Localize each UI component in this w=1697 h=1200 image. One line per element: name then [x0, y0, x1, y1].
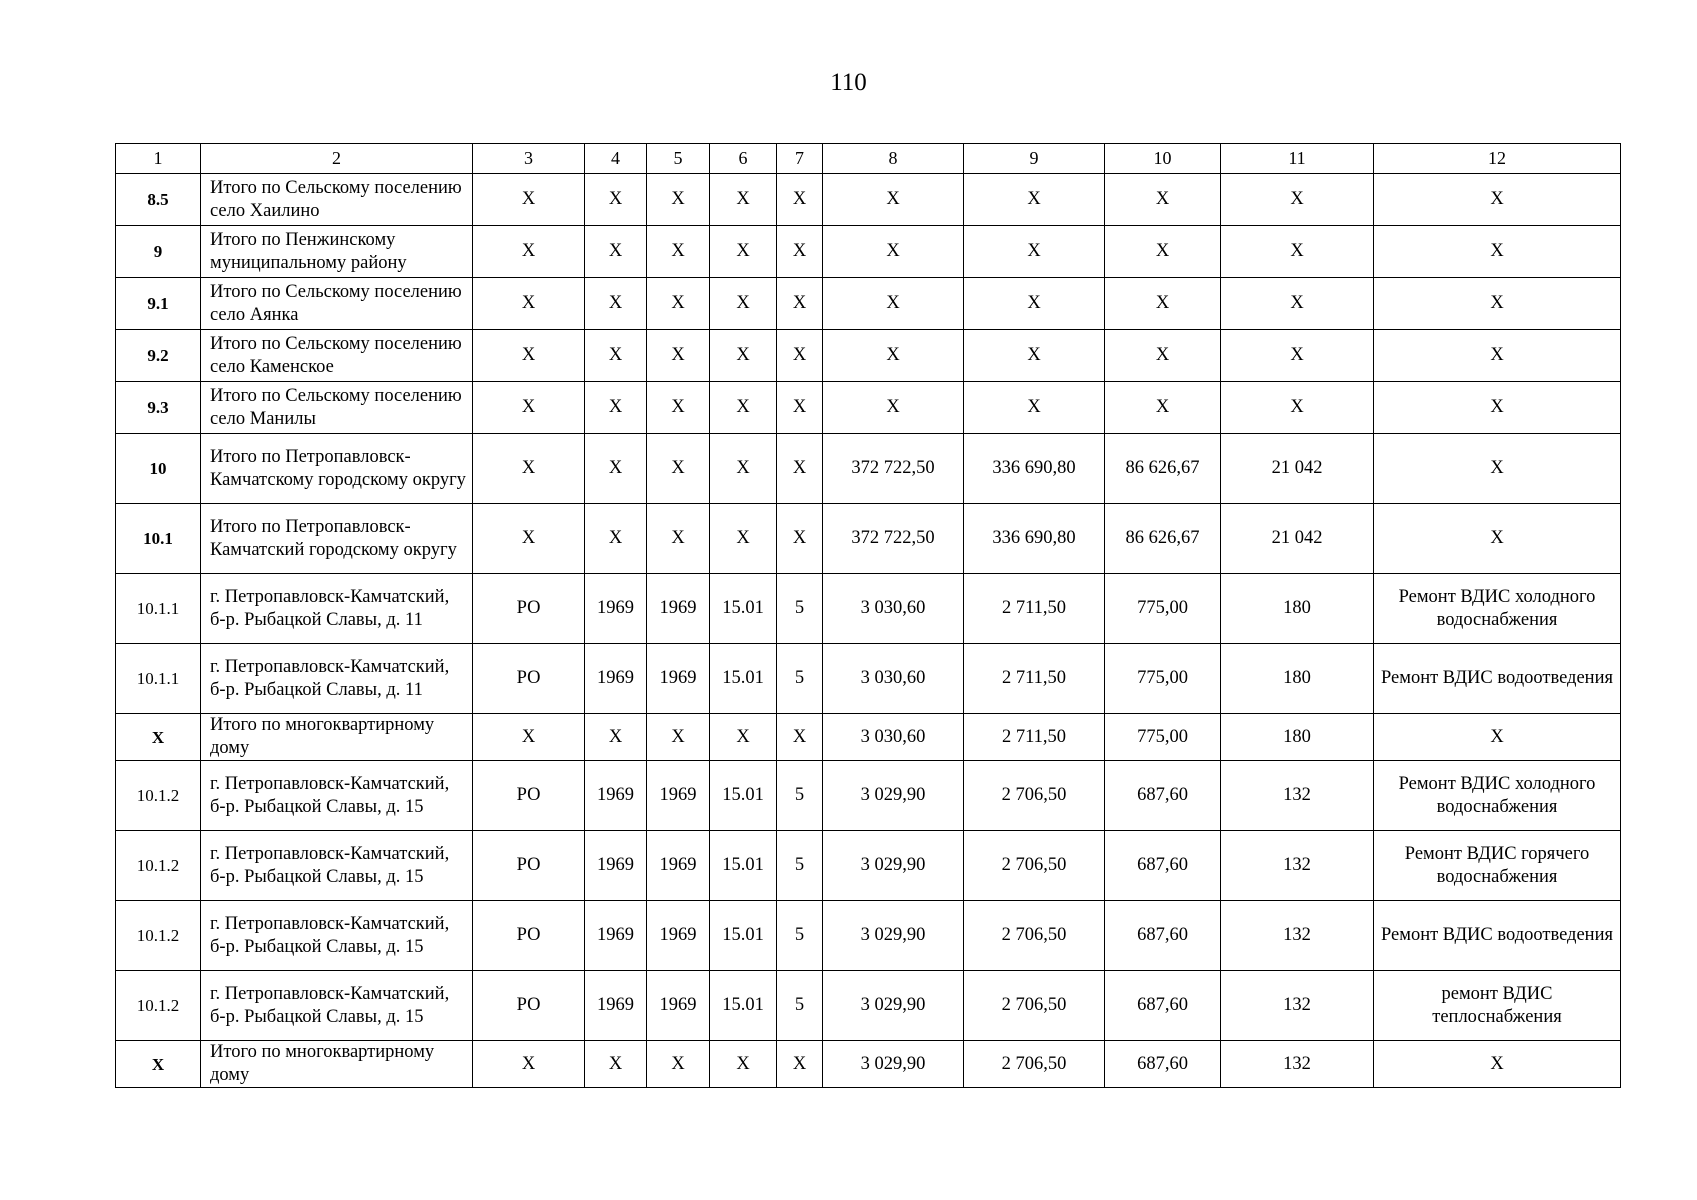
col-5-cell: Х: [647, 174, 710, 226]
col-8-cell: 372 722,50: [823, 434, 964, 504]
column-number-header-row: [116, 144, 1621, 174]
table-row: [116, 714, 1621, 761]
col-3-cell: РО: [473, 831, 585, 901]
col-5-cell: Х: [647, 1041, 710, 1088]
work-type-cell: Ремонт ВДИС водоотведения: [1374, 901, 1621, 971]
col-9-cell: Х: [964, 174, 1105, 226]
col-7-cell: Х: [777, 434, 823, 504]
col-5-cell: Х: [647, 382, 710, 434]
col-7-cell: 5: [777, 574, 823, 644]
col-7-cell: 5: [777, 761, 823, 831]
col-4-cell: Х: [585, 434, 647, 504]
col-5-cell: 1969: [647, 831, 710, 901]
row-number-cell: 10.1.1: [116, 574, 201, 644]
col-6-cell: 15.01: [710, 901, 777, 971]
work-type-cell: Х: [1374, 504, 1621, 574]
col-6-cell: Х: [710, 174, 777, 226]
col-9-cell: Х: [964, 226, 1105, 278]
col-4-cell: 1969: [585, 761, 647, 831]
col-11-cell: 132: [1221, 901, 1374, 971]
col-3-cell: Х: [473, 278, 585, 330]
col-6-cell: 15.01: [710, 761, 777, 831]
data-table: [115, 143, 1621, 1088]
col-4-cell: Х: [585, 226, 647, 278]
object-name-cell: Итого по многоквартирному дому: [201, 714, 473, 761]
col-3-cell: Х: [473, 174, 585, 226]
col-3-cell: Х: [473, 1041, 585, 1088]
table-row: [116, 644, 1621, 714]
table-row: [116, 382, 1621, 434]
col-11-cell: 21 042: [1221, 434, 1374, 504]
col-5-cell: 1969: [647, 574, 710, 644]
col-7-cell: Х: [777, 714, 823, 761]
object-name-cell: г. Петропавловск-Камчатский, б-р. Рыбацкой Славы, д. 15: [201, 901, 473, 971]
work-type-cell: Ремонт ВДИС холодного водоснабжения: [1374, 761, 1621, 831]
col-9-cell: 2 706,50: [964, 831, 1105, 901]
col-7-cell: Х: [777, 382, 823, 434]
col-5-cell: Х: [647, 278, 710, 330]
col-8-cell: 3 030,60: [823, 644, 964, 714]
table-row: [116, 1041, 1621, 1088]
col-10-cell: Х: [1105, 278, 1221, 330]
col-5-cell: 1969: [647, 971, 710, 1041]
col-9-cell: 2 711,50: [964, 714, 1105, 761]
col-8-cell: 3 029,90: [823, 761, 964, 831]
col-7-cell: 5: [777, 644, 823, 714]
col-10-cell: 775,00: [1105, 644, 1221, 714]
col-7-cell: 5: [777, 971, 823, 1041]
col-10-cell: Х: [1105, 226, 1221, 278]
row-number-cell: 10.1.2: [116, 971, 201, 1041]
col-5-cell: Х: [647, 330, 710, 382]
object-name-cell: Итого по Сельскому поселению село Каменское: [201, 330, 473, 382]
table-row: [116, 434, 1621, 504]
col-4-cell: 1969: [585, 901, 647, 971]
col-6-cell: 15.01: [710, 831, 777, 901]
col-5-cell: Х: [647, 504, 710, 574]
row-number-cell: 9: [116, 226, 201, 278]
work-type-cell: Х: [1374, 278, 1621, 330]
column-header: 6: [710, 144, 777, 174]
work-type-cell: Х: [1374, 226, 1621, 278]
work-type-cell: Ремонт ВДИС горячего водоснабжения: [1374, 831, 1621, 901]
col-6-cell: Х: [710, 382, 777, 434]
col-8-cell: Х: [823, 226, 964, 278]
col-9-cell: 2 706,50: [964, 901, 1105, 971]
work-type-cell: Х: [1374, 1041, 1621, 1088]
col-9-cell: 2 711,50: [964, 644, 1105, 714]
column-header: 4: [585, 144, 647, 174]
col-11-cell: 21 042: [1221, 504, 1374, 574]
table-row: [116, 226, 1621, 278]
work-type-cell: Х: [1374, 174, 1621, 226]
col-5-cell: 1969: [647, 901, 710, 971]
col-4-cell: Х: [585, 714, 647, 761]
col-3-cell: РО: [473, 761, 585, 831]
col-11-cell: 180: [1221, 574, 1374, 644]
col-11-cell: 180: [1221, 714, 1374, 761]
col-10-cell: 687,60: [1105, 971, 1221, 1041]
col-3-cell: Х: [473, 226, 585, 278]
col-8-cell: Х: [823, 330, 964, 382]
column-header: 5: [647, 144, 710, 174]
col-4-cell: 1969: [585, 574, 647, 644]
col-8-cell: Х: [823, 382, 964, 434]
col-9-cell: Х: [964, 382, 1105, 434]
col-8-cell: 3 029,90: [823, 901, 964, 971]
row-number-cell: 9.2: [116, 330, 201, 382]
col-8-cell: 3 030,60: [823, 714, 964, 761]
col-10-cell: 775,00: [1105, 574, 1221, 644]
col-7-cell: Х: [777, 1041, 823, 1088]
col-8-cell: 3 029,90: [823, 831, 964, 901]
object-name-cell: г. Петропавловск-Камчатский, б-р. Рыбацкой Славы, д. 11: [201, 574, 473, 644]
col-10-cell: 687,60: [1105, 831, 1221, 901]
col-5-cell: 1969: [647, 644, 710, 714]
col-4-cell: Х: [585, 504, 647, 574]
table-body: [116, 144, 1621, 1088]
column-header: 3: [473, 144, 585, 174]
col-10-cell: 687,60: [1105, 761, 1221, 831]
col-6-cell: Х: [710, 330, 777, 382]
col-11-cell: 132: [1221, 1041, 1374, 1088]
column-header: 12: [1374, 144, 1621, 174]
object-name-cell: Итого по Сельскому поселению село Аянка: [201, 278, 473, 330]
table-row: [116, 901, 1621, 971]
object-name-cell: Итого по Петропавловск-Камчатскому городскому округу: [201, 434, 473, 504]
column-header: 1: [116, 144, 201, 174]
object-name-cell: Итого по Пенжинскому муниципальному району: [201, 226, 473, 278]
col-11-cell: 132: [1221, 831, 1374, 901]
col-11-cell: Х: [1221, 226, 1374, 278]
col-4-cell: Х: [585, 278, 647, 330]
col-8-cell: 3 030,60: [823, 574, 964, 644]
col-9-cell: Х: [964, 330, 1105, 382]
col-10-cell: Х: [1105, 330, 1221, 382]
col-8-cell: 372 722,50: [823, 504, 964, 574]
col-6-cell: Х: [710, 714, 777, 761]
col-3-cell: Х: [473, 382, 585, 434]
object-name-cell: Итого по Сельскому поселению село Манилы: [201, 382, 473, 434]
col-5-cell: 1969: [647, 761, 710, 831]
col-7-cell: 5: [777, 901, 823, 971]
col-9-cell: 336 690,80: [964, 434, 1105, 504]
work-type-cell: Х: [1374, 382, 1621, 434]
column-header: 2: [201, 144, 473, 174]
row-number-cell: 10.1: [116, 504, 201, 574]
page-number: 110: [830, 69, 867, 96]
col-10-cell: Х: [1105, 174, 1221, 226]
col-9-cell: 2 706,50: [964, 761, 1105, 831]
col-6-cell: Х: [710, 226, 777, 278]
col-6-cell: Х: [710, 504, 777, 574]
col-7-cell: Х: [777, 278, 823, 330]
col-7-cell: Х: [777, 174, 823, 226]
col-3-cell: Х: [473, 504, 585, 574]
column-header: 9: [964, 144, 1105, 174]
col-6-cell: 15.01: [710, 574, 777, 644]
col-5-cell: Х: [647, 434, 710, 504]
row-number-cell: Х: [116, 1041, 201, 1088]
row-number-cell: 10: [116, 434, 201, 504]
col-3-cell: Х: [473, 330, 585, 382]
table-row: [116, 831, 1621, 901]
col-9-cell: 2 706,50: [964, 1041, 1105, 1088]
row-number-cell: 9.1: [116, 278, 201, 330]
col-8-cell: 3 029,90: [823, 1041, 964, 1088]
table-row: [116, 174, 1621, 226]
col-11-cell: 180: [1221, 644, 1374, 714]
object-name-cell: г. Петропавловск-Камчатский, б-р. Рыбацкой Славы, д. 15: [201, 971, 473, 1041]
col-6-cell: 15.01: [710, 971, 777, 1041]
object-name-cell: Итого по многоквартирному дому: [201, 1041, 473, 1088]
col-10-cell: 687,60: [1105, 1041, 1221, 1088]
work-type-cell: Ремонт ВДИС холодного водоснабжения: [1374, 574, 1621, 644]
col-7-cell: Х: [777, 504, 823, 574]
col-3-cell: Х: [473, 434, 585, 504]
table-row: [116, 971, 1621, 1041]
col-11-cell: 132: [1221, 761, 1374, 831]
col-11-cell: Х: [1221, 174, 1374, 226]
col-4-cell: Х: [585, 382, 647, 434]
col-4-cell: 1969: [585, 971, 647, 1041]
col-4-cell: 1969: [585, 644, 647, 714]
col-10-cell: 775,00: [1105, 714, 1221, 761]
col-8-cell: 3 029,90: [823, 971, 964, 1041]
col-11-cell: Х: [1221, 382, 1374, 434]
col-11-cell: Х: [1221, 330, 1374, 382]
col-10-cell: Х: [1105, 382, 1221, 434]
object-name-cell: г. Петропавловск-Камчатский, б-р. Рыбацкой Славы, д. 11: [201, 644, 473, 714]
table-row: [116, 574, 1621, 644]
work-type-cell: Ремонт ВДИС водоотведения: [1374, 644, 1621, 714]
row-number-cell: 10.1.2: [116, 901, 201, 971]
col-7-cell: 5: [777, 831, 823, 901]
object-name-cell: г. Петропавловск-Камчатский, б-р. Рыбацкой Славы, д. 15: [201, 761, 473, 831]
table-row: [116, 504, 1621, 574]
col-5-cell: Х: [647, 714, 710, 761]
col-3-cell: РО: [473, 971, 585, 1041]
col-7-cell: Х: [777, 226, 823, 278]
col-11-cell: Х: [1221, 278, 1374, 330]
table-row: [116, 761, 1621, 831]
column-header: 8: [823, 144, 964, 174]
col-3-cell: РО: [473, 901, 585, 971]
col-6-cell: 15.01: [710, 644, 777, 714]
col-7-cell: Х: [777, 330, 823, 382]
col-9-cell: 2 706,50: [964, 971, 1105, 1041]
row-number-cell: 10.1.2: [116, 761, 201, 831]
table-row: [116, 330, 1621, 382]
work-type-cell: Х: [1374, 330, 1621, 382]
col-5-cell: Х: [647, 226, 710, 278]
col-4-cell: Х: [585, 174, 647, 226]
column-header: 10: [1105, 144, 1221, 174]
work-type-cell: ремонт ВДИС теплоснабжения: [1374, 971, 1621, 1041]
work-type-cell: Х: [1374, 714, 1621, 761]
row-number-cell: Х: [116, 714, 201, 761]
col-3-cell: РО: [473, 644, 585, 714]
col-3-cell: РО: [473, 574, 585, 644]
row-number-cell: 9.3: [116, 382, 201, 434]
row-number-cell: 10.1.2: [116, 831, 201, 901]
table-row: [116, 278, 1621, 330]
col-8-cell: Х: [823, 174, 964, 226]
col-6-cell: Х: [710, 434, 777, 504]
row-number-cell: 8.5: [116, 174, 201, 226]
column-header: 7: [777, 144, 823, 174]
col-11-cell: 132: [1221, 971, 1374, 1041]
col-9-cell: 2 711,50: [964, 574, 1105, 644]
col-4-cell: Х: [585, 330, 647, 382]
col-10-cell: 86 626,67: [1105, 434, 1221, 504]
object-name-cell: Итого по Сельскому поселению село Хаилино: [201, 174, 473, 226]
col-9-cell: Х: [964, 278, 1105, 330]
object-name-cell: г. Петропавловск-Камчатский, б-р. Рыбацкой Славы, д. 15: [201, 831, 473, 901]
col-4-cell: 1969: [585, 831, 647, 901]
col-9-cell: 336 690,80: [964, 504, 1105, 574]
col-8-cell: Х: [823, 278, 964, 330]
object-name-cell: Итого по Петропавловск-Камчатский городскому округу: [201, 504, 473, 574]
col-4-cell: Х: [585, 1041, 647, 1088]
col-6-cell: Х: [710, 278, 777, 330]
row-number-cell: 10.1.1: [116, 644, 201, 714]
col-10-cell: 86 626,67: [1105, 504, 1221, 574]
col-10-cell: 687,60: [1105, 901, 1221, 971]
col-6-cell: Х: [710, 1041, 777, 1088]
col-3-cell: Х: [473, 714, 585, 761]
column-header: 11: [1221, 144, 1374, 174]
work-type-cell: Х: [1374, 434, 1621, 504]
